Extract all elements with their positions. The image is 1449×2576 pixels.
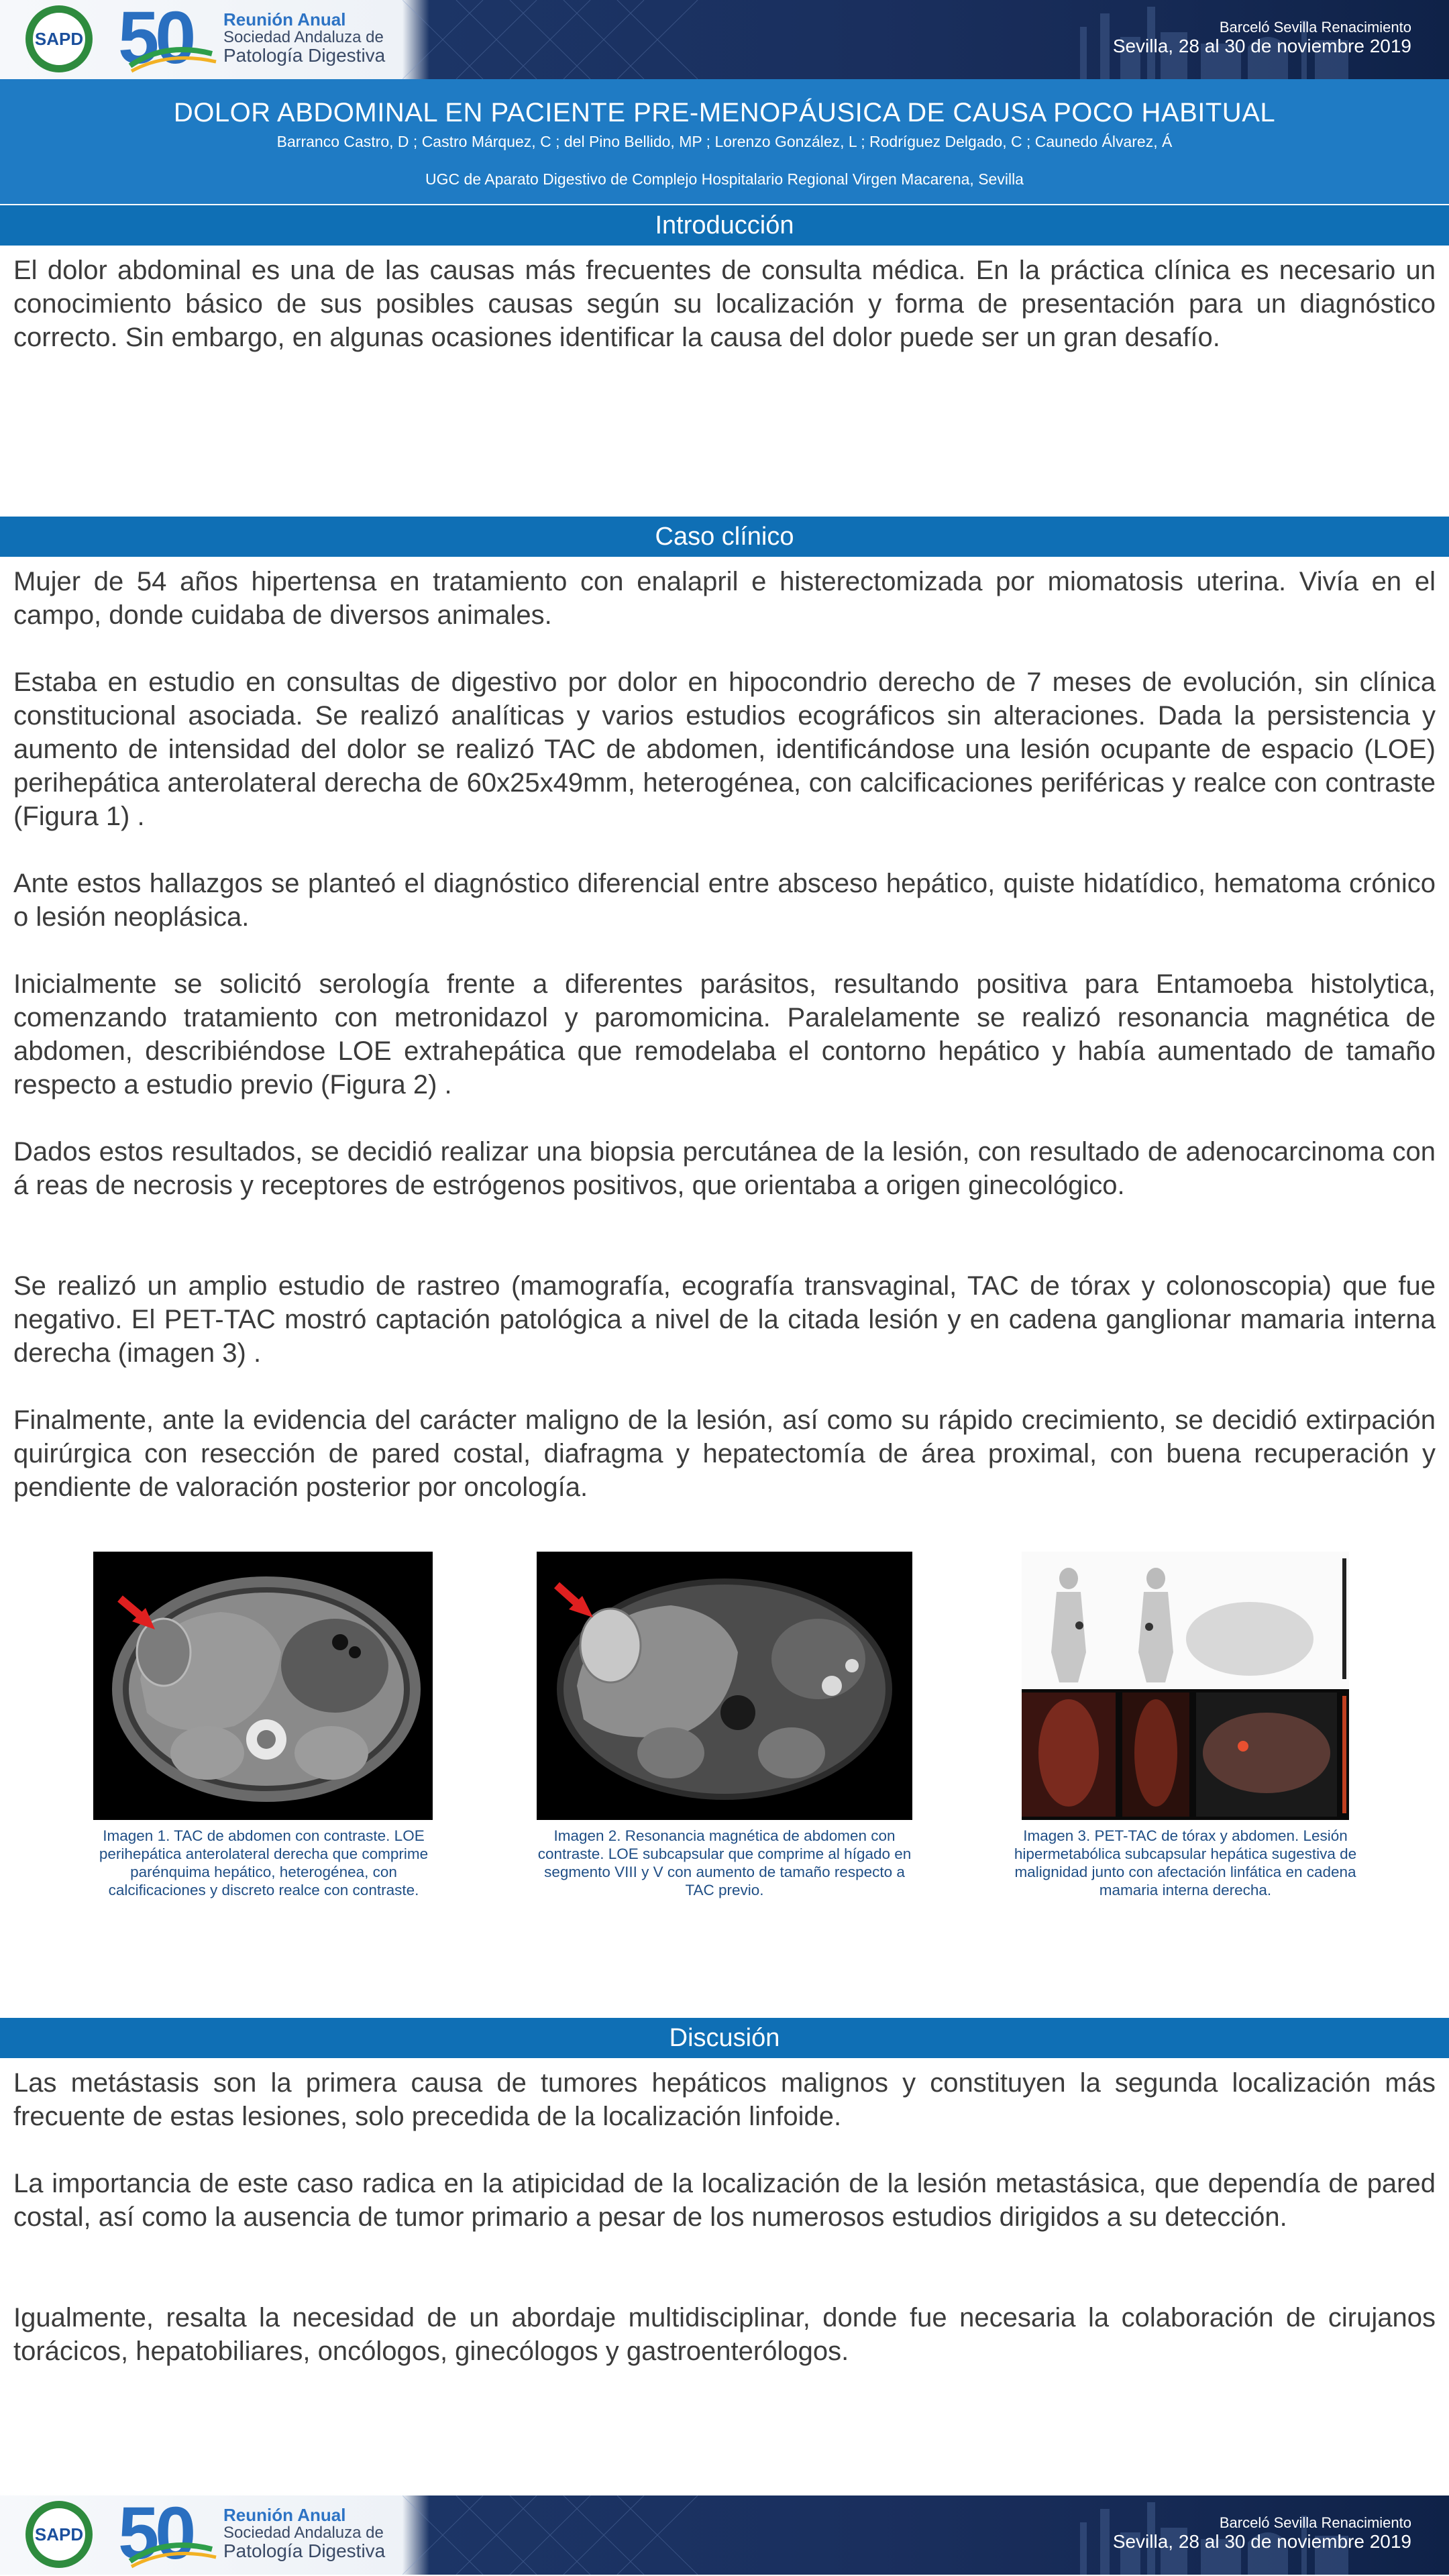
venue-info [1113, 2514, 1411, 2553]
anniversary-number: 50 [118, 1, 193, 76]
section-header-introduccion: Introducción [0, 205, 1449, 246]
intro-paragraph: El dolor abdominal es una de las causas más frecuentes de consulta médica. En la práctica clínica es necesario un conocimiento básico de sus posibles causas según su localización y forma de presentación para un diagnóstico correcto. Sin embargo, en algunas ocasiones identificar la causa del dolor puede ser un gran desafío. [13, 256, 1436, 352]
caso-paragraph-5: Dados estos resultados, se decidió realizar una biopsia percutánea de la lesión, con resultado de adenocarcinoma con á reas de necrosis y receptores de estrógenos positivos, que orientaba a origen ginecológico. [13, 1137, 1436, 1200]
disc-paragraph-3: Igualmente, resalta la necesidad de un abordaje multidisciplinar, donde fue necesaria la colaboración de cirujanos torácicos, hepatobiliares, oncólogos, ginecólogos y gastroenterólogos. [13, 2303, 1436, 2366]
event-dates: Sevilla, 28 al 30 de noviembre 2019 [1112, 2531, 1411, 2553]
caso-paragraph-6: Se realizó un amplio estudio de rastreo (mamografía, ecografía transvaginal, TAC de tórax y colonoscopia) que fue negativo. El PET-TAC mostró captación patológica a nivel de la citada lesión y en cadena ganglionar mamaria interna derecha (imagen 3) . [13, 1271, 1436, 1368]
disc-paragraph-1: Las metástasis son la primera causa de tumores hepáticos malignos y constituyen la segunda localización más frecuente de estas lesiones, solo precedida de la localización linfoide. [13, 2068, 1436, 2131]
figure-2-mri-image [537, 1552, 912, 1820]
anniversary-number: 50 [118, 2497, 193, 2572]
society-line: Sociedad Andaluza de [223, 2524, 384, 2542]
section-header-discusion: Discusión [0, 2018, 1449, 2058]
title-block [0, 79, 1449, 204]
meeting-name: Reunión Anual [223, 9, 346, 30]
top-banner [0, 0, 1449, 79]
disc-paragraph-2: La importancia de este caso radica en la atipicidad de la localización de la lesión metastásica, que dependía de pared costal, así como la ausencia de tumor primario a pesar de los numerosos estudios dirigidos a su detección. [13, 2169, 1436, 2232]
caso-paragraph-7: Finalmente, ante la evidencia del carácter maligno de la lesión, así como su rápido crecimiento, se decidió extirpación quirúrgica con resección de pared costal, diafragma y hepatectomía de área proximal, con buena recuperación y pendiente de valoración posterior por oncología. [13, 1405, 1436, 1502]
poster-title: DOLOR ABDOMINAL EN PACIENTE PRE-MENOPÁUSICA DE CAUSA POCO HABITUAL [173, 98, 1276, 127]
section-header-caso-clinico: Caso clínico [0, 517, 1449, 557]
event-dates: Sevilla, 28 al 30 de noviembre 2019 [1112, 36, 1411, 57]
society-line-2: Patología Digestiva [223, 45, 386, 66]
figure-1-caption: Imagen 1. TAC de abdomen con contraste. LOE perihepática anterolateral derecha que comprime parénquima hepático, heterogénea, con calcificaciones y discreto realce con contraste. [99, 1827, 429, 1898]
society-name [223, 11, 385, 66]
venue-name: Barceló Sevilla Renacimiento [1219, 19, 1411, 36]
meeting-name: Reunión Anual [223, 2505, 346, 2525]
caso-paragraph-1: Mujer de 54 años hipertensa en tratamiento con enalapril e histerectomizada por miomatosis uterina. Vivía en el campo, donde cuidaba de diversos animales. [13, 567, 1436, 630]
caso-paragraph-4: Inicialmente se solicitó serología frente a diferentes parásitos, resultando positiva para Entamoeba histolytica, comenzando tratamiento con metronidazol y paromomicina. Paralelamente se realizó resonancia magnética de abdomen, describiéndose LOE extrahepática que remodelaba el contorno hepático y había aumentado de tamaño respecto a estudio previo (Figura 2) . [13, 969, 1436, 1099]
sapd-logo [25, 2501, 93, 2568]
caso-paragraph-2: Estaba en estudio en consultas de digestivo por dolor en hipocondrio derecho de 7 meses de evolución, sin clínica constitucional asociada. Se realizó analíticas y varios estudios ecográficos sin alteraciones. Dada la persistencia y aumento de intensidad del dolor se realizó TAC de abdomen, identificándose una lesión ocupante de espacio (LOE) perihepática anterolateral derecha de 60x25x49mm, heterogénea, con calcificaciones periféricas y realce con contraste (Figura 1) . [13, 667, 1436, 831]
anniversary-50-logo [118, 1, 219, 76]
sapd-logo-text: SAPD [34, 2524, 84, 2544]
figure-3-pet-ct-image [1022, 1552, 1349, 1820]
figure-2-caption: Imagen 2. Resonancia magnética de abdomen con contraste. LOE subcapsular que comprime al hígado en segmento VIII y V con aumento de tamaño respecto a TAC previo. [537, 1827, 912, 1898]
affiliation-line: UGC de Aparato Digestivo de Complejo Hospitalario Regional Virgen Macarena, Sevilla [425, 170, 1024, 188]
sapd-logo [25, 5, 93, 72]
figure-1-ct-image [93, 1552, 433, 1820]
venue-name: Barceló Sevilla Renacimiento [1219, 2514, 1411, 2531]
figure-3-caption: Imagen 3. PET-TAC de tórax y abdomen. Lesión hipermetabólica subcapsular hepática sugestiva de malignidad junto con afectación linfática en cadena mamaria interna derecha. [1014, 1827, 1357, 1898]
sapd-logo-text: SAPD [34, 28, 84, 49]
society-line-2: Patología Digestiva [223, 2540, 386, 2562]
society-line: Sociedad Andaluza de [223, 28, 384, 47]
caso-paragraph-3: Ante estos hallazgos se planteó el diagnóstico diferencial entre absceso hepático, quiste hidatídico, hematoma crónico o lesión neoplásica. [13, 869, 1436, 932]
venue-info [1113, 19, 1411, 57]
bottom-banner [0, 2496, 1449, 2575]
society-name [223, 2506, 385, 2561]
authors-line: Barranco Castro, D ; Castro Márquez, C ; del Pino Bellido, MP ; Lorenzo González, L ; Rodríguez Delgado, C ; Caunedo Álvarez, Á [276, 133, 1173, 150]
anniversary-50-logo [118, 2497, 219, 2572]
